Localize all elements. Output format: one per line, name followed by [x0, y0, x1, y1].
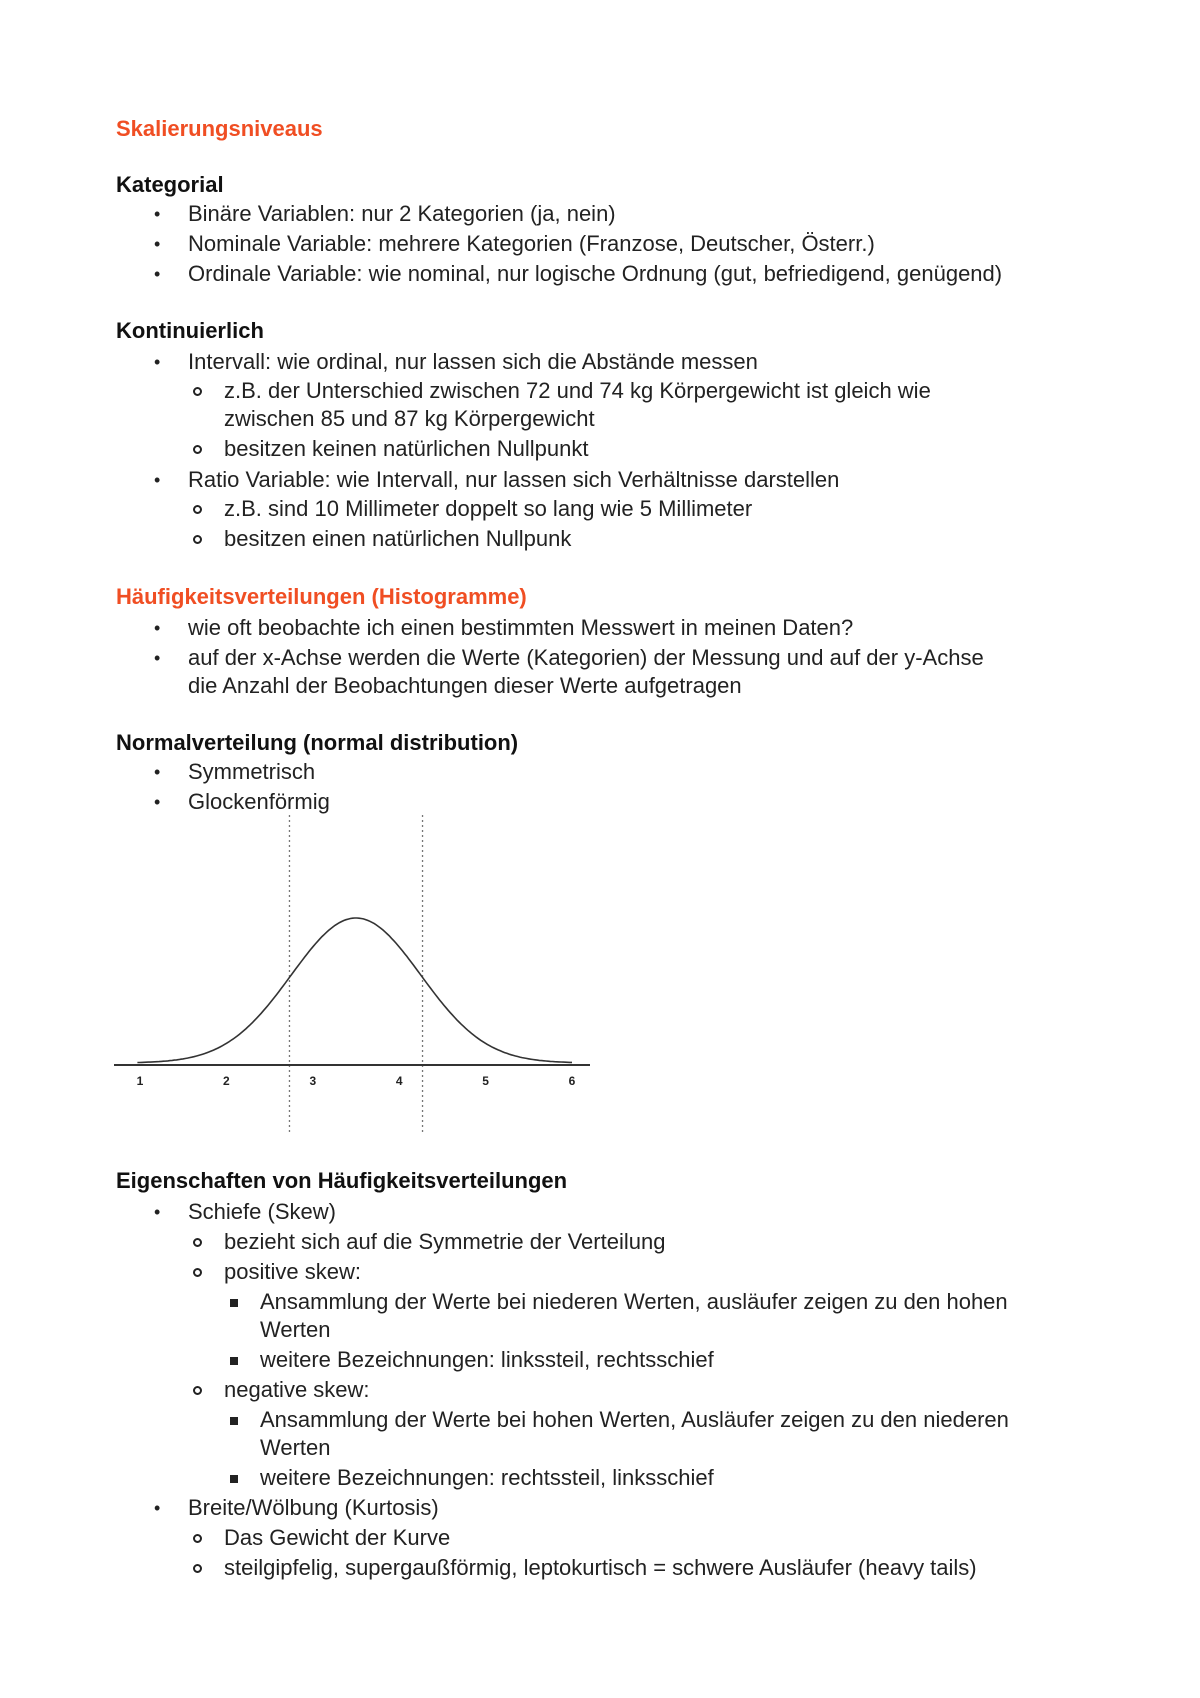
list-subitem: z.B. der Unterschied zwischen 72 und 74 kg Körpergewicht ist gleich wie [224, 377, 931, 405]
list-item: • Binäre Variablen: nur 2 Kategorien (ja, nein) [154, 201, 616, 226]
heading-eigenschaften: Eigenschaften von Häufigkeitsverteilungen [116, 1168, 568, 1193]
bullet-icon: • [154, 618, 161, 638]
circle-bullet-icon [193, 1238, 202, 1247]
bullet-icon: • [154, 792, 161, 812]
list-item: • Nominale Variable: mehrere Kategorien (Franzose, Deutscher, Österr.) [154, 231, 875, 256]
square-bullet-icon [230, 1357, 238, 1365]
circle-bullet-icon [193, 535, 202, 544]
list-item: • Ratio Variable: wie Intervall, nur lassen sich Verhältnisse darstellen [154, 467, 840, 492]
bullet-icon: • [154, 234, 161, 254]
bullet-icon: • [154, 204, 161, 224]
normal-distribution-chart [112, 815, 602, 1140]
list-item: • Ordinale Variable: wie nominal, nur logische Ordnung (gut, befriedigend, genügend) [154, 261, 1003, 286]
circle-bullet-icon [193, 387, 202, 396]
heading-kategorial: Kategorial [116, 172, 224, 197]
list-item: • Intervall: wie ordinal, nur lassen sich die Abstände messen [154, 349, 758, 374]
bullet-icon: • [154, 648, 161, 668]
section-title-haeufigkeitsverteilungen: Häufigkeitsverteilungen (Histogramme) [116, 584, 527, 609]
list-item: • Schiefe (Skew) [154, 1199, 336, 1224]
square-bullet-icon [230, 1475, 238, 1483]
list-item: • auf der x-Achse werden die Werte (Kategorien) der Messung und auf der y-Achse [154, 645, 984, 670]
list-item: • wie oft beobachte ich einen bestimmten Messwert in meinen Daten? [154, 615, 854, 640]
heading-kontinuierlich: Kontinuierlich [116, 318, 264, 343]
circle-bullet-icon [193, 1386, 202, 1395]
list-subsubitem-continuation: Werten [260, 1317, 331, 1342]
square-bullet-icon [230, 1299, 238, 1307]
list-subitem: z.B. sind 10 Millimeter doppelt so lang wie 5 Millimeter [224, 495, 752, 523]
list-subitem: besitzen einen natürlichen Nullpunk [224, 525, 571, 553]
list-subsubitem: weitere Bezeichnungen: linkssteil, rechtsschief [260, 1346, 714, 1374]
list-item: • Glockenförmig [154, 789, 330, 814]
list-subitem: besitzen keinen natürlichen Nullpunkt [224, 435, 588, 463]
list-subsubitem: weitere Bezeichnungen: rechtssteil, linksschief [260, 1464, 714, 1492]
circle-bullet-icon [193, 1534, 202, 1543]
square-bullet-icon [230, 1417, 238, 1425]
x-tick-label: 3 [309, 1074, 317, 1088]
list-subsubitem: Ansammlung der Werte bei hohen Werten, Ausläufer zeigen zu den niederen [260, 1406, 1009, 1434]
bullet-icon: • [154, 762, 161, 782]
x-tick-label: 5 [482, 1074, 489, 1088]
list-subitem: positive skew: [224, 1258, 361, 1286]
circle-bullet-icon [193, 1564, 202, 1573]
heading-normalverteilung: Normalverteilung (normal distribution) [116, 730, 519, 755]
list-subitem: bezieht sich auf die Symmetrie der Verteilung [224, 1228, 665, 1256]
list-item: • Breite/Wölbung (Kurtosis) [154, 1495, 439, 1520]
circle-bullet-icon [193, 445, 202, 454]
bullet-icon: • [154, 352, 161, 372]
circle-bullet-icon [193, 1268, 202, 1277]
section-title-skalierungsniveaus: Skalierungsniveaus [116, 116, 323, 141]
bullet-icon: • [154, 1202, 161, 1222]
list-item-continuation: die Anzahl der Beobachtungen dieser Werte aufgetragen [188, 673, 742, 698]
bullet-icon: • [154, 470, 161, 490]
bullet-icon: • [154, 264, 161, 284]
list-subitem: steilgipfelig, supergaußförmig, leptokurtisch = schwere Ausläufer (heavy tails) [224, 1554, 977, 1582]
list-subitem: negative skew: [224, 1376, 370, 1404]
bullet-icon: • [154, 1498, 161, 1518]
list-item: • Symmetrisch [154, 759, 316, 784]
x-tick-label: 4 [395, 1074, 403, 1088]
circle-bullet-icon [193, 505, 202, 514]
normal-curve-line [137, 918, 572, 1063]
list-subsubitem-continuation: Werten [260, 1435, 331, 1460]
x-tick-label: 1 [136, 1074, 144, 1088]
list-subitem-continuation: zwischen 85 und 87 kg Körpergewicht [224, 406, 595, 431]
x-tick-label: 2 [223, 1074, 230, 1088]
list-subitem: Das Gewicht der Kurve [224, 1524, 450, 1552]
list-subsubitem: Ansammlung der Werte bei niederen Werten, ausläufer zeigen zu den hohen [260, 1288, 1008, 1316]
x-tick-label: 6 [568, 1074, 576, 1088]
